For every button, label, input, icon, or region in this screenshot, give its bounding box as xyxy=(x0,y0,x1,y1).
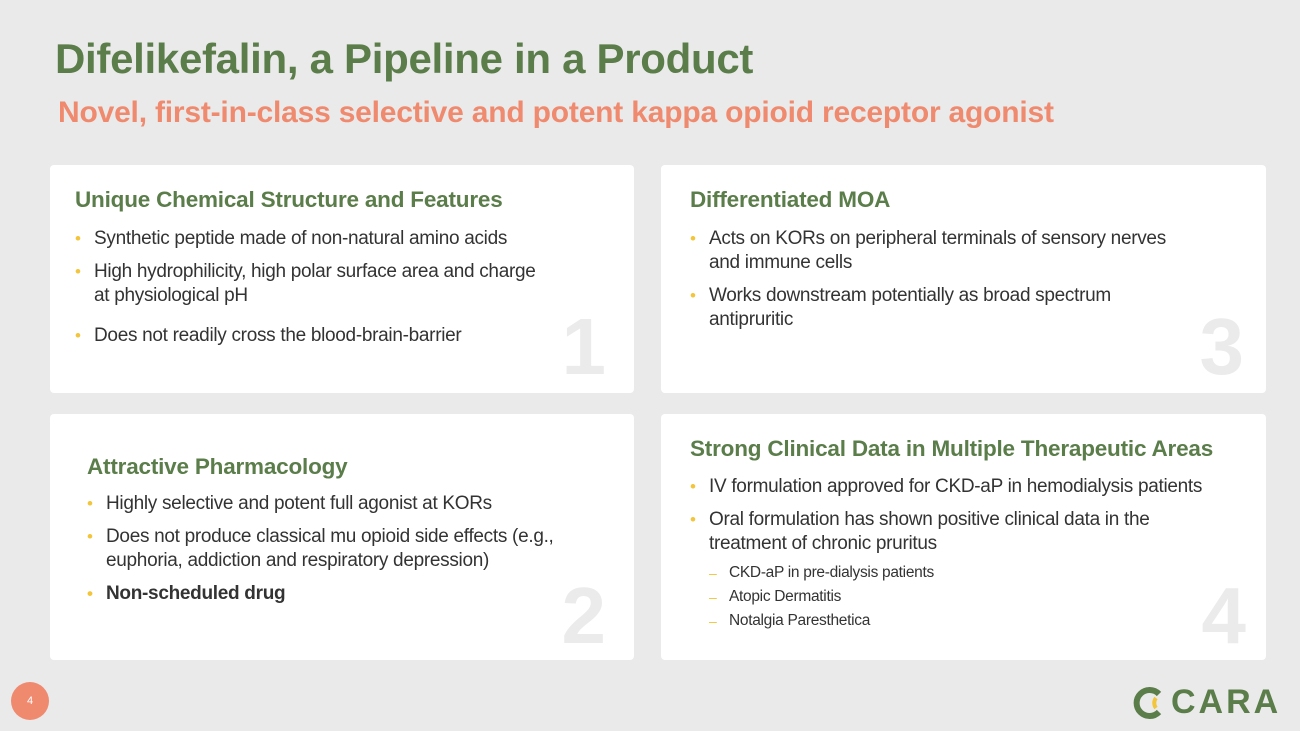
list-item: • Does not produce classical mu opioid side effects (e.g., euphoria, addiction and respiratory depression) xyxy=(87,525,587,573)
bullet-list xyxy=(87,492,587,615)
card-heading: Unique Chemical Structure and Features xyxy=(75,187,503,212)
cara-logo xyxy=(1132,683,1281,722)
card-number: 3 xyxy=(1199,302,1244,391)
slide-title: Difelikefalin, a Pipeline in a Product xyxy=(55,35,754,82)
card-number: 4 xyxy=(1201,571,1246,660)
list-item: • Highly selective and potent full agonist at KORs xyxy=(87,492,587,516)
list-item: • Non-scheduled drug xyxy=(87,582,587,606)
card-number: 2 xyxy=(561,571,606,660)
list-item-text: Oral formulation has shown positive clinical data in the treatment of chronic pruritus xyxy=(709,509,1150,554)
sub-list-item: – CKD-aP in pre-dialysis patients xyxy=(709,561,1220,585)
list-item: • Acts on KORs on peripheral terminals of sensory nerves and immune cells xyxy=(690,227,1190,275)
list-item: • Synthetic peptide made of non-natural amino acids xyxy=(75,227,555,251)
slide-subtitle: Novel, first-in-class selective and potent kappa opioid receptor agonist xyxy=(58,96,1054,129)
card-number: 1 xyxy=(561,302,606,391)
bullet-list xyxy=(690,475,1220,633)
list-item: • Works downstream potentially as broad spectrum antipruritic xyxy=(690,284,1190,332)
card-heading: Attractive Pharmacology xyxy=(87,454,348,479)
card-pharmacology xyxy=(50,414,634,660)
list-item: • High hydrophilicity, high polar surface area and charge at physiological pH xyxy=(75,260,555,308)
bullet-list xyxy=(690,227,1190,341)
sub-bullet-list xyxy=(709,561,1220,633)
bullet-list xyxy=(75,227,555,357)
cara-logo-icon xyxy=(1132,686,1166,720)
card-moa xyxy=(661,165,1266,393)
card-clinical-data xyxy=(661,414,1266,660)
sub-list-item: – Notalgia Paresthetica xyxy=(709,609,1220,633)
card-heading: Differentiated MOA xyxy=(690,187,891,212)
list-item: • IV formulation approved for CKD-aP in hemodialysis patients xyxy=(690,475,1220,499)
logo-text: CARA xyxy=(1171,683,1282,721)
list-item xyxy=(690,508,1220,633)
card-chemical-structure xyxy=(50,165,634,393)
sub-list-item: – Atopic Dermatitis xyxy=(709,585,1220,609)
page-number-badge: 4 xyxy=(11,682,49,720)
card-heading: Strong Clinical Data in Multiple Therapeutic Areas xyxy=(690,436,1214,461)
list-item: • Does not readily cross the blood-brain-barrier xyxy=(75,324,555,348)
